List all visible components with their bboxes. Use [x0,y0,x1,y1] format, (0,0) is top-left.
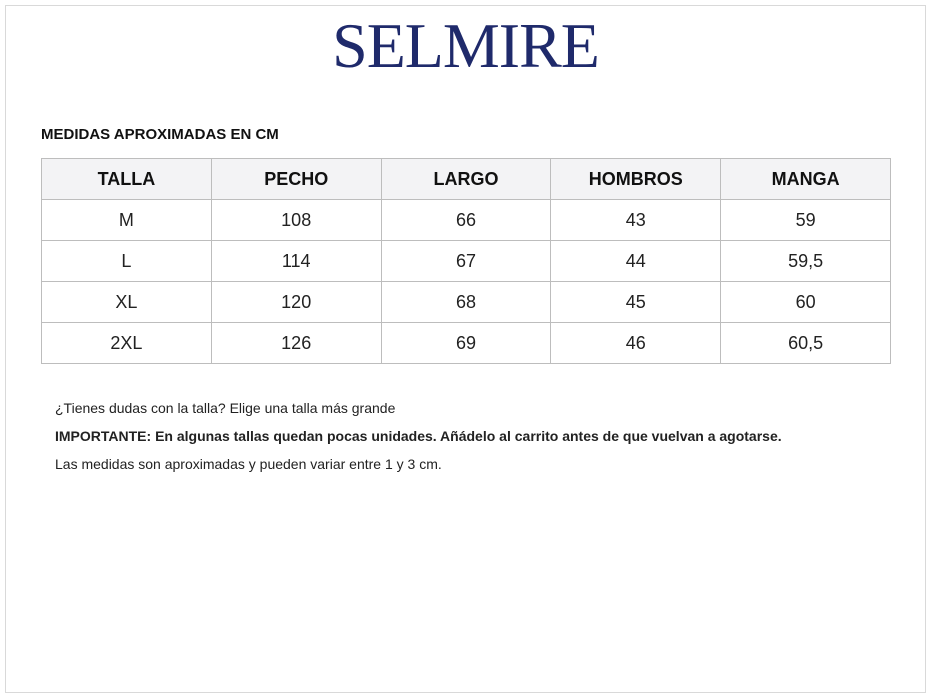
column-header-talla: TALLA [42,159,212,200]
cell-pecho: 126 [211,323,381,364]
cell-largo: 68 [381,282,551,323]
table-row [42,241,891,282]
cell-manga: 59,5 [721,241,891,282]
cell-hombros: 44 [551,241,721,282]
cell-manga: 59 [721,200,891,241]
size-tip-text: ¿Tienes dudas con la talla? Elige una talla más grande [55,400,396,416]
size-table [41,158,891,364]
table-row [42,200,891,241]
cell-largo: 69 [381,323,551,364]
column-header-hombros: HOMBROS [551,159,721,200]
size-table-heading: MEDIDAS APROXIMADAS EN CM [41,126,279,143]
cell-talla: 2XL [42,323,212,364]
cell-largo: 67 [381,241,551,282]
notes-section [55,400,895,484]
table-header-row [42,159,891,200]
cell-largo: 66 [381,200,551,241]
cell-hombros: 45 [551,282,721,323]
cell-manga: 60 [721,282,891,323]
table-row [42,282,891,323]
cell-hombros: 43 [551,200,721,241]
brand-logo: SELMIRE [332,10,599,81]
column-header-manga: MANGA [721,159,891,200]
cell-pecho: 108 [211,200,381,241]
cell-talla: M [42,200,212,241]
cell-talla: XL [42,282,212,323]
cell-hombros: 46 [551,323,721,364]
cell-pecho: 114 [211,241,381,282]
cell-pecho: 120 [211,282,381,323]
table-row [42,323,891,364]
measurement-disclaimer: Las medidas son aproximadas y pueden variar entre 1 y 3 cm. [55,456,442,472]
cell-talla: L [42,241,212,282]
important-notice: IMPORTANTE: En algunas tallas quedan pocas unidades. Añádelo al carrito antes de que vuelvan a agotarse. [55,428,782,444]
column-header-pecho: PECHO [211,159,381,200]
cell-manga: 60,5 [721,323,891,364]
column-header-largo: LARGO [381,159,551,200]
